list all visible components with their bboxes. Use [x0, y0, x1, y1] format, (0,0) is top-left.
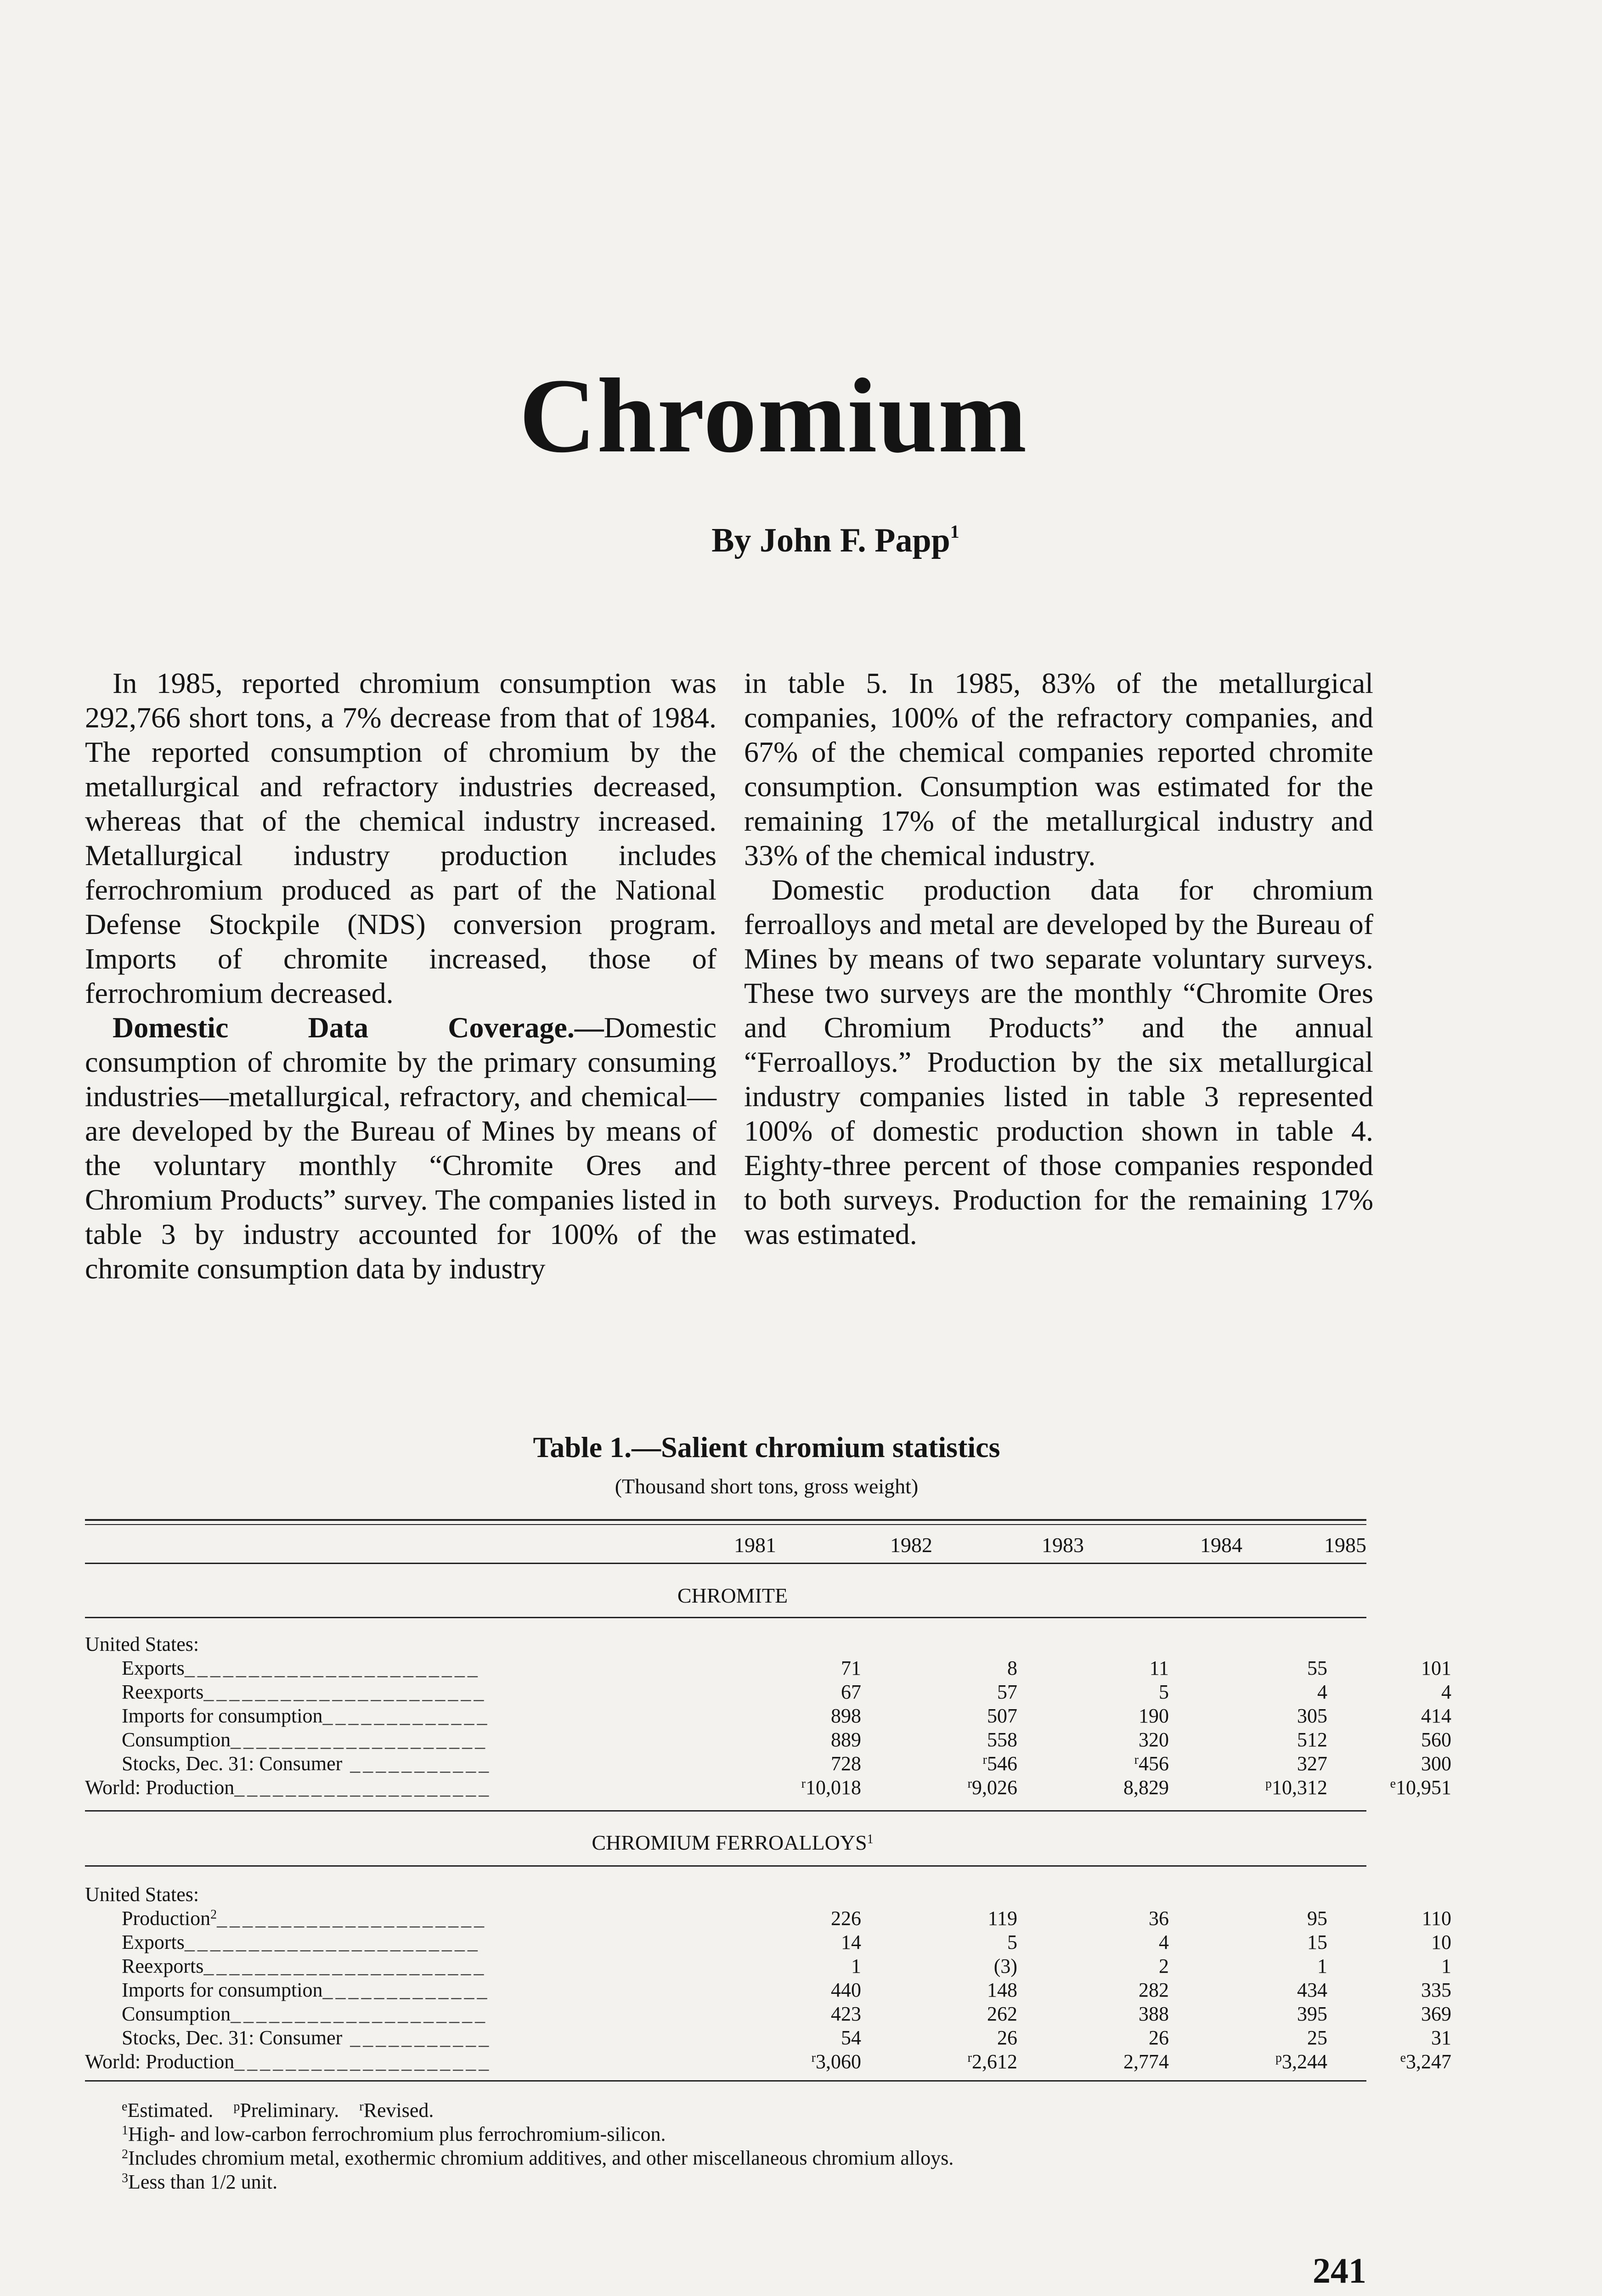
right-column	[744, 666, 1373, 1251]
table-row	[85, 1632, 1366, 1656]
row-label: Reexports	[122, 1955, 204, 1977]
cell: 54	[841, 2026, 861, 2049]
section-rule	[85, 1865, 1366, 1867]
cell: 110	[1421, 1907, 1451, 1930]
row-label: Production	[122, 1907, 211, 1930]
revised-mark: r	[967, 1777, 972, 1791]
cell: 388	[1139, 2003, 1169, 2025]
year-header: 1984	[1200, 1533, 1242, 1557]
author-name: By John F. Papp	[711, 522, 950, 559]
footnote: $^1$High- and low-carbon ferrochromium plus ferrochromium-silicon.	[122, 2123, 666, 2145]
cell: 4	[1317, 1681, 1327, 1703]
preliminary-mark: p	[1265, 1777, 1272, 1791]
cell: 55	[1307, 1657, 1327, 1679]
cell: 414	[1421, 1705, 1451, 1727]
cell: 148	[987, 1979, 1017, 2001]
cell: 369	[1421, 2003, 1451, 2025]
cell: 11	[1149, 1657, 1169, 1679]
cell: 10	[1431, 1931, 1451, 1953]
table-row: Consumption____________________ 889 558 320 512 560	[122, 1728, 1451, 1751]
cell: 440	[831, 1979, 861, 2001]
cell: 327	[1297, 1752, 1327, 1775]
cell: $^e$3,247	[1400, 2050, 1451, 2073]
paragraph: in table 5. In 1985, 83% of the metallurgical companies, 100% of the refractory companies, and 67% of the chemical companies reported chromite consumption. Consumption was estimated for the remaining 17% of the metallurgical industry and 33% of the chemical industry.	[744, 667, 1373, 872]
table-title: Table 1.—Salient chromium statistics	[533, 1431, 1000, 1463]
section-rule	[85, 1617, 1366, 1618]
cell: 262	[987, 2003, 1017, 2025]
cell: 8,829	[1123, 1776, 1169, 1799]
revised-mark: r	[1134, 1753, 1139, 1767]
cell: 889	[831, 1728, 861, 1751]
cell: 423	[831, 2003, 861, 2025]
revised-mark: r	[982, 1753, 987, 1767]
cell: 226	[831, 1907, 861, 1930]
table-row: Imports for consumption_____________ 440 148 282 434 335	[122, 1979, 1451, 2001]
preliminary-mark: p	[1275, 2051, 1282, 2065]
row-label: Consumption	[122, 1728, 231, 1751]
year-header: 1985	[1324, 1533, 1366, 1557]
cell: 26	[997, 2026, 1017, 2049]
section-heading-ferroalloys: CHROMIUM FERROALLOYS$^1$	[592, 1831, 874, 1854]
cell: 31	[1431, 2026, 1451, 2049]
cell: $^e$10,951	[1390, 1776, 1451, 1799]
section-heading-chromite: CHROMITE	[677, 1584, 788, 1607]
row-group-label: United States:	[85, 1633, 199, 1655]
table-row: World: Production____________________ $^r$10,018 $^r$9,026 8,829 $^p$10,312 $^e$10,951	[85, 1776, 1451, 1799]
paragraph-text: Domestic consumption of chromite by the primary consuming industries—metallurgical, refractory, and chemical—are developed by the Bureau of Mines by means of the voluntary monthly “Chromite Ores and Chromium Products” survey. The companies listed in table 3 by industry accounted for 100% of the chromite consumption data by industry	[85, 1011, 716, 1285]
estimated-mark: e	[1400, 2051, 1406, 2065]
cell: 1	[1441, 1955, 1451, 1977]
cell: $^r$9,026	[967, 1776, 1017, 1799]
year-header: 1983	[1042, 1533, 1084, 1557]
row-label: Stocks, Dec. 31: Consumer	[122, 2026, 343, 2049]
cell: 5	[1159, 1681, 1169, 1703]
revised-mark: r	[811, 2051, 816, 2065]
cell: 67	[841, 1681, 861, 1703]
footnote: $^2$Includes chromium metal, exothermic chromium additives, and other miscellaneous chromium alloys.	[122, 2147, 954, 2169]
cell: 507	[987, 1705, 1017, 1727]
table-row	[85, 1883, 1366, 1907]
revised-mark: r	[967, 2051, 972, 2065]
cell: (3)	[993, 1955, 1017, 1977]
cell: 320	[1139, 1728, 1169, 1751]
row-label: Consumption	[122, 2003, 231, 2025]
table-row: Exports_______________________ 71 8 11 55 101	[122, 1657, 1451, 1679]
row-label: Stocks, Dec. 31: Consumer	[122, 1752, 343, 1775]
cell: 190	[1139, 1705, 1169, 1727]
cell: $^r$3,060	[811, 2050, 861, 2073]
cell: $^r$456	[1134, 1752, 1169, 1775]
section-rule	[85, 1810, 1366, 1812]
label-footnote-mark: 2	[210, 1908, 217, 1922]
heading-footnote-mark: 1	[867, 1832, 874, 1846]
cell: 560	[1421, 1728, 1451, 1751]
cell: 395	[1297, 2003, 1327, 2025]
year-header: 1981	[734, 1533, 776, 1557]
cell: 4	[1441, 1681, 1451, 1703]
table-bottom-rule	[85, 2080, 1366, 2082]
cell: 25	[1307, 2026, 1327, 2049]
row-label: Imports for consumption	[122, 1979, 323, 2001]
table-row: Reexports______________________ 1 (3) 2 1 1	[122, 1955, 1451, 1977]
table-row: Reexports______________________ 67 57 5 4 4	[122, 1681, 1451, 1703]
table-footnotes	[122, 2099, 1316, 2194]
cell: 4	[1159, 1931, 1169, 1953]
cell: 305	[1297, 1705, 1327, 1727]
cell: $^p$10,312	[1265, 1776, 1327, 1799]
cell: 1	[851, 1955, 861, 1977]
paragraph-heading: Domestic Data Coverage.—	[113, 1011, 604, 1044]
table-row: Production$^2$_____________________ 226 119 36 95 110	[122, 1907, 1451, 1930]
cell: 5	[1007, 1931, 1017, 1953]
footnote: $^3$Less than 1/2 unit.	[122, 2171, 278, 2193]
cell: 95	[1307, 1907, 1327, 1930]
cell: 2	[1159, 1955, 1169, 1977]
cell: 26	[1149, 2026, 1169, 2049]
row-label: Reexports	[122, 1681, 204, 1703]
left-column	[85, 666, 716, 1286]
cell: $^r$546	[982, 1752, 1017, 1775]
table-row: Stocks, Dec. 31: Consumer ___________ 728 $^r$546 $^r$456 327 300	[122, 1752, 1451, 1775]
row-label: Exports	[122, 1657, 185, 1679]
footnote-legend: $^e$Estimated. $^p$Preliminary. $^r$Revised.	[122, 2099, 434, 2122]
cell: 1	[1317, 1955, 1327, 1977]
cell: 728	[831, 1752, 861, 1775]
cell: 898	[831, 1705, 861, 1727]
cell: 8	[1007, 1657, 1017, 1679]
cell: 282	[1139, 1979, 1169, 2001]
cell: $^p$3,244	[1275, 2050, 1327, 2073]
paragraph: In 1985, reported chromium consumption was 292,766 short tons, a 7% decrease from that of 1984. The reported consumption of chromium by the metallurgical and refractory industries decreased, whereas that of the chemical industry increased. Metallurgical industry production includes ferrochromium produced as part of the National Defense Stockpile (NDS) conversion program. Imports of chromite increased, those of ferrochromium decreased.	[85, 667, 716, 1009]
cell: 512	[1297, 1728, 1327, 1751]
paragraph: Domestic production data for chromium ferroalloys and metal are developed by the Bureau of Mines by means of two separate voluntary surveys. These two surveys are the monthly “Chromite Ores and Chromium Products” and the annual “Ferroalloys.” Production by the six metallurgical industry companies listed in table 3 represented 100% of domestic production shown in table 4. Eighty-three percent of those companies responded to both surveys. Production for the remaining 17% was estimated.	[744, 873, 1373, 1250]
byline	[0, 521, 1602, 560]
cell: 335	[1421, 1979, 1451, 2001]
cell: $^r$2,612	[967, 2050, 1017, 2073]
cell: 101	[1421, 1657, 1451, 1679]
table-top-rule	[85, 1519, 1366, 1521]
row-label: Exports	[122, 1931, 185, 1953]
cell: 71	[841, 1657, 861, 1679]
cell: $^r$10,018	[801, 1776, 861, 1799]
cell: 36	[1149, 1907, 1169, 1930]
table-row: Exports_______________________ 14 5 4 15 10	[122, 1931, 1451, 1953]
cell: 57	[997, 1681, 1017, 1703]
cell: 119	[987, 1907, 1017, 1930]
revised-mark: r	[801, 1777, 806, 1791]
cell: 300	[1421, 1752, 1451, 1775]
paragraph	[85, 1010, 716, 1286]
table-row: Consumption____________________ 423 262 388 395 369	[122, 2003, 1451, 2025]
cell: 434	[1297, 1979, 1327, 2001]
table-header-rule	[85, 1563, 1366, 1564]
cell: 558	[987, 1728, 1017, 1751]
table-top-rule-thin	[85, 1524, 1366, 1525]
page-number: 241	[1313, 2251, 1366, 2290]
row-group-label: United States:	[85, 1883, 199, 1906]
year-header: 1982	[890, 1533, 932, 1557]
row-label: World: Production	[85, 1776, 235, 1799]
page-title: Chromium	[519, 357, 1028, 475]
cell: 15	[1307, 1931, 1327, 1953]
table-row: World: Production____________________ $^r$3,060 $^r$2,612 2,774 $^p$3,244 $^e$3,247	[85, 2050, 1451, 2073]
cell: 14	[841, 1931, 861, 1953]
table-subtitle: (Thousand short tons, gross weight)	[615, 1474, 919, 1498]
byline-footnote-mark: 1	[950, 521, 959, 542]
row-label: World: Production	[85, 2050, 235, 2073]
cell: 2,774	[1123, 2050, 1169, 2073]
table-row: Imports for consumption_____________ 898 507 190 305 414	[122, 1705, 1451, 1727]
table-row: Stocks, Dec. 31: Consumer ___________ 54 26 26 25 31	[122, 2026, 1451, 2049]
row-label: Imports for consumption	[122, 1705, 323, 1727]
estimated-mark: e	[1390, 1777, 1396, 1791]
